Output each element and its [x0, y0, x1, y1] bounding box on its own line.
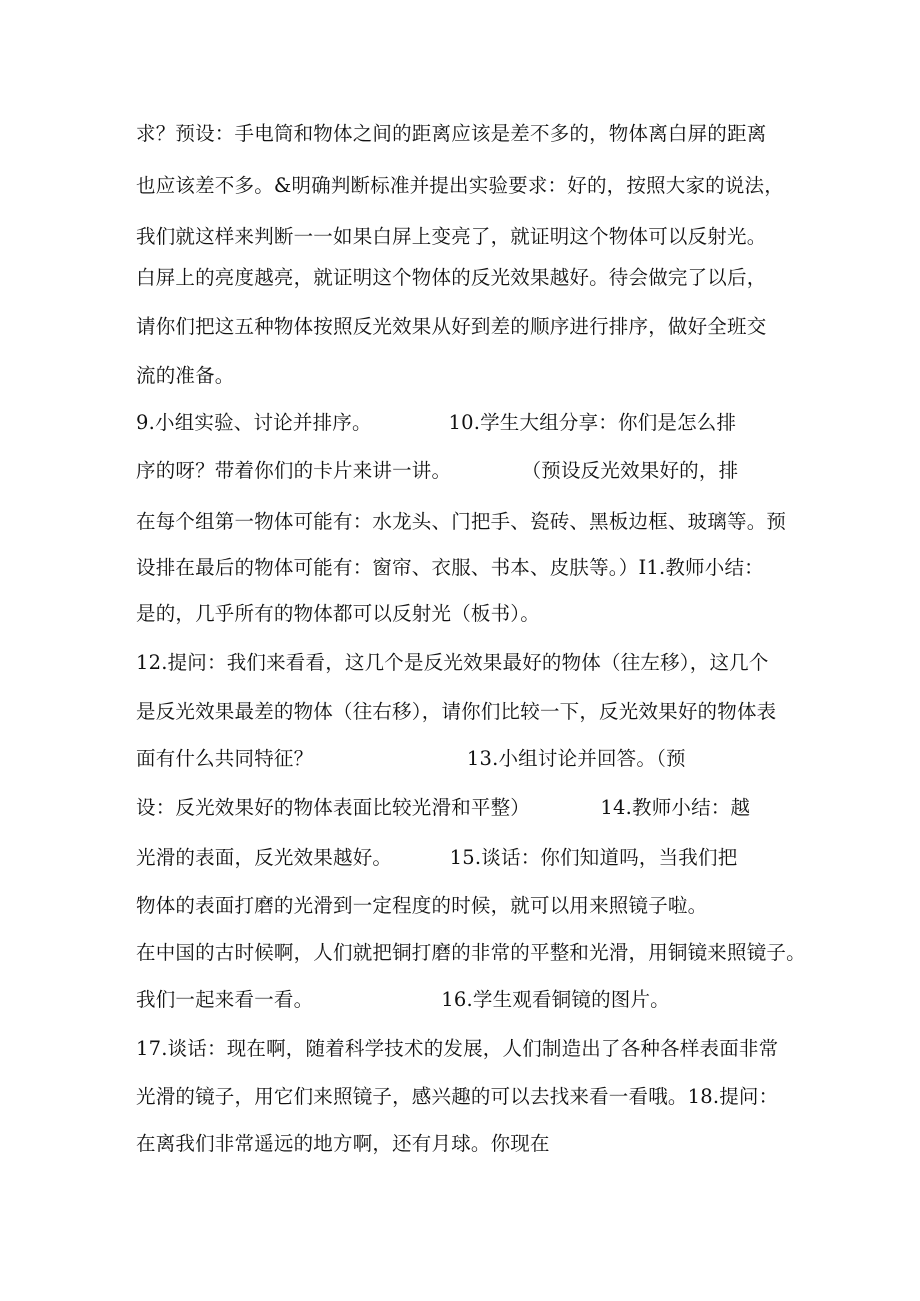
text-line: 在离我们非常遥远的地方啊，还有月球。你现在 — [136, 1132, 550, 1155]
text-line: 白屏上的亮度越亮，就证明这个物体的反光效果越好。待会做完了以后， — [136, 266, 767, 289]
text-line: 流的准备。 — [136, 364, 235, 387]
text-line: 物体的表面打磨的光滑到一定程度的时候，就可以用来照镜子啦。 — [136, 894, 708, 917]
text-line: 求？预设：手电筒和物体之间的距离应该是差不多的，物体离白屏的距离 — [136, 122, 767, 145]
text-line: 设排在最后的物体可能有：窗帘、衣服、书本、皮肤等。）I1.教师小结： — [136, 556, 764, 579]
text-line: 是反光效果最差的物体（往右移），请你们比较一下，反光效果好的物体表 — [136, 700, 777, 723]
text-line: 是的，几乎所有的物体都可以反射光（板书）。 — [136, 602, 540, 625]
text-line: 在中国的古时候啊，人们就把铜打磨的非常的平整和光滑，用铜镜来照镜子。 — [136, 941, 806, 964]
text-line: 我们一起来看一看。 16.学生观看铜镜的图片。 — [136, 988, 670, 1011]
text-line: 光滑的镜子，用它们来照镜子，感兴趣的可以去找来看一看哦。18.提问： — [136, 1085, 779, 1108]
text-line: 17.谈话：现在啊，随着科学技术的发展，人们制造出了各种各样表面非常 — [136, 1037, 779, 1060]
text-line: 我们就这样来判断一一如果白屏上变亮了，就证明这个物体可以反射光。 — [136, 225, 767, 248]
text-line: 12.提问：我们来看看，这几个是反光效果最好的物体（往左移），这几个 — [136, 651, 769, 674]
text-line: 在每个组第一物体可能有：水龙头、门把手、瓷砖、黑板边框、玻璃等。预 — [136, 510, 787, 533]
text-line: 设：反光效果好的物体表面比较光滑和平整） 14.教师小结：越 — [136, 796, 751, 819]
text-line: 面有什么共同特征？ 13.小组讨论并回答。（预 — [136, 747, 686, 770]
text-line: 9.小组实验、讨论并排序。 10.学生大组分享：你们是怎么排 — [136, 411, 737, 434]
text-line: 请你们把这五种物体按照反光效果从好到差的顺序进行排序，做好全班交 — [136, 315, 767, 338]
text-line: 光滑的表面，反光效果越好。 15.谈话：你们知道吗，当我们把 — [136, 846, 738, 869]
text-line: 序的呀？带着你们的卡片来讲一讲。 （预设反光效果好的，排 — [136, 459, 739, 482]
text-line: 也应该差不多。&明确判断标准并提出实验要求：好的，按照大家的说法， — [136, 174, 784, 197]
